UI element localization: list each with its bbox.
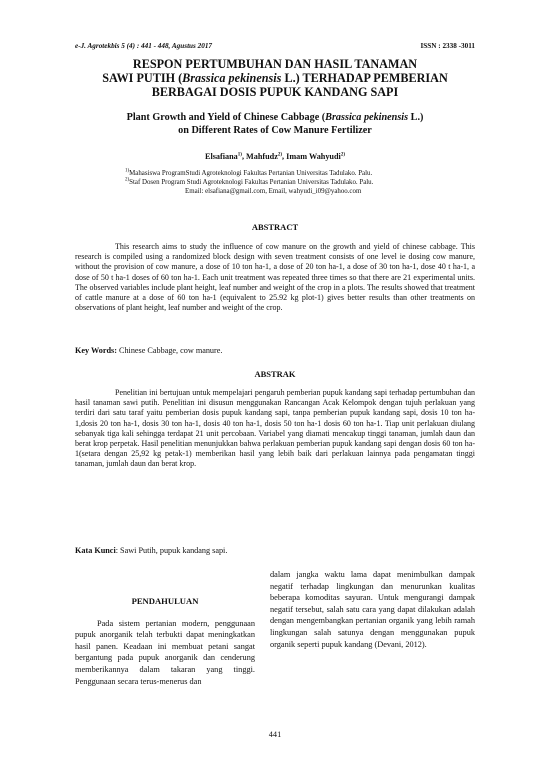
english-title-post: L.) xyxy=(408,112,424,123)
kata-kunci xyxy=(75,546,475,555)
abstract-heading: ABSTRACT xyxy=(251,222,299,232)
author-2-mark: 2) xyxy=(277,152,283,158)
journal-citation: e-J. Agrotekbis 5 (4) : 441 - 448, Agustus 2017 xyxy=(75,42,213,50)
title-line-2 xyxy=(75,71,475,85)
keywords-label: Key Words: xyxy=(75,346,117,355)
english-title-line-2: on Different Rates of Cow Manure Fertilizer xyxy=(178,124,372,136)
english-title-line-1 xyxy=(75,112,475,125)
abstract-text: This research aims to study the influence of cow manure on the growth and yield of chinese cabbage. This research is compiled using a randomized block design with seven treatment consists of one level ie dosing cow manure, without the provision of cow manure, a dose of 10 ton ha-1, a dose of 20 ton ha-1, a dose of 30 ton ha-1, dose 40 t ha-1, a dose of 50 t ha-1 doses of 60 ton ha-1. Each unit treatment was repeated three times so that there are 21 experimental units. The observed variables include plant height, leaf number and weight of the crop in a plots. The results showed that treatment of cattle manure at a dose of 60 ton ha-1 (equivalent to 25.92 kg plot-1) gives better results than other treatments on observations of plant height, leaf number and weight of the crop. xyxy=(75,242,475,313)
author-1-mark: 1) xyxy=(237,152,242,158)
intro-heading: PENDAHULUAN xyxy=(131,596,199,606)
english-title-species: Brassica pekinensis xyxy=(325,112,409,123)
page-number: 441 xyxy=(268,730,282,739)
affiliation-2-mark: 2) xyxy=(125,177,130,183)
intro-right-text: dalam jangka waktu lama dapat menimbulkan dampak negatif terhadap lingkungan dan menurunkan kualitas beberapa komoditas sayuran. Untuk mengurangi dampak negatif tersebut, salah satu cara yang dapat dilakukan adalah dengan mengembangkan pertanian organik yang lebih ramah lingkungan salah satunya dengan menggunakan pupuk organik seperti pupuk kandang (Devani, 2012). xyxy=(270,570,475,649)
author-1: Elsafiana xyxy=(205,152,238,161)
kata-kunci-text: : Sawi Putih, pupuk kandang sapi. xyxy=(115,546,228,555)
affiliations xyxy=(125,170,455,197)
english-title xyxy=(75,112,475,137)
affiliation-1 xyxy=(125,170,455,179)
author-3: , Imam Wahyudi xyxy=(282,152,341,161)
issn: ISSN : 2338 -3011 xyxy=(420,42,475,50)
author-2: , Mahfudz xyxy=(241,152,278,161)
paper-title xyxy=(75,57,475,100)
author-list xyxy=(75,152,475,161)
intro-right-column xyxy=(270,569,475,650)
author-3-mark: 2) xyxy=(340,152,345,158)
title-line-3: BERBAGAI DOSIS PUPUK KANDANG SAPI xyxy=(151,85,399,100)
title-line-2-pre: SAWI PUTIH ( xyxy=(102,71,183,86)
affiliation-2 xyxy=(125,179,455,188)
title-species: Brassica pekinensis xyxy=(182,71,282,86)
affiliation-2-text: Staf Dosen Program Studi Agroteknologi Fakultas Pertanian Universitas Tadulako. Palu. xyxy=(129,178,374,186)
contact-emails: Email: elsafiana@gmail.com, Email, wahyudi_i09@yahoo.com xyxy=(185,187,362,195)
title-line-1: RESPON PERTUMBUHAN DAN HASIL TANAMAN xyxy=(132,57,418,71)
intro-left-text: Pada sistem pertanian modern, penggunaan pupuk anorganik telah terbukti dapat meningkatkan hasil panen. Keadaan ini membuat petani sangat bergantung pada pupuk anorganik dan cenderung memberikannya dalam takaran yang tinggi. Penggunaan secara terus-menerus dan xyxy=(75,618,255,686)
english-title-pre: Plant Growth and Yield of Chinese Cabbage ( xyxy=(126,112,326,123)
abstrak-text: Penelitian ini bertujuan untuk mempelajari pengaruh pemberian pupuk kandang sapi terhadap pertumbuhan dan hasil tanaman sawi putih. Penelitian ini disusun menggunakan Rancangan Acak Kelompok dengan tujuh perlakuan yang terdiri dari satu taraf yaitu pemberian dosis pupuk kandang sapi, tanpa pemberian pupuk kandang sapi, dosis 10 ton ha-1,dosis 20 ton ha-1, dosis 30 ton ha-1, dosis 40 ton ha-1, dosis 50 ton ha-1 dosis 60 ton ha-1. Tiap unit perlakuan diulang sebanyak tiga kali sehingga terdapat 21 unit percobaan. Variabel yang diamati mencakup tinggi tanaman, jumlah daun dan berat krop perpetak. Hasil penelitian menunjukkan bahwa perlakuan pemberian pupuk kandang sapi dengan dosis 60 ton ha-1(setara dengan 25,92 kg petak-1) memberikan hasil yang lebih baik dari perlakuan lainnya pada pengamatan tinggi tanaman, jumlah daun dan berat krop. xyxy=(75,388,475,469)
intro-left-column xyxy=(75,596,255,687)
abstrak-heading: ABSTRAK xyxy=(254,369,296,379)
running-header xyxy=(75,42,475,50)
affiliation-1-mark: 1) xyxy=(125,168,130,174)
affiliation-1-text: Mahasiswa ProgramStudi Agroteknologi Fakultas Pertanian Universitas Tadulako. Palu. xyxy=(129,170,373,177)
keywords xyxy=(75,346,475,355)
kata-kunci-label: Kata Kunci xyxy=(75,546,116,555)
keywords-text: Chinese Cabbage, cow manure. xyxy=(116,346,223,355)
title-line-2-post: L.) TERHADAP PEMBERIAN xyxy=(281,71,448,86)
